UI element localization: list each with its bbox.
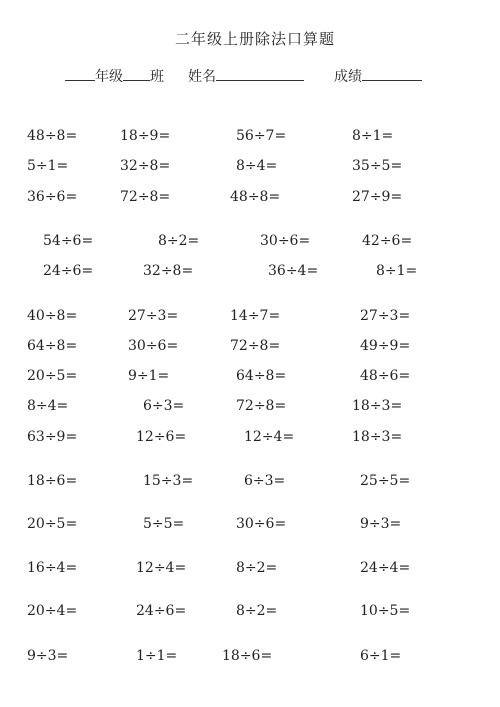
division-problem: 48÷8= [230, 189, 281, 205]
division-problem: 25÷5= [360, 473, 411, 489]
grade-label: 年级 [95, 69, 123, 85]
division-problem: 9÷1= [128, 368, 170, 384]
division-problem: 54÷6= [43, 233, 94, 249]
division-problem: 8÷2= [236, 560, 278, 576]
division-problem: 24÷6= [136, 603, 187, 619]
division-problem: 5÷5= [143, 516, 185, 532]
division-problem: 8÷4= [236, 158, 278, 174]
page-title: 二年级上册除法口算题 [174, 30, 335, 48]
division-problem: 12÷6= [136, 429, 187, 445]
division-problem: 14÷7= [230, 308, 281, 324]
grade-blank[interactable] [65, 66, 95, 85]
score-blank[interactable] [362, 66, 422, 85]
division-problem: 6÷1= [360, 648, 402, 664]
division-problem: 8÷2= [158, 233, 200, 249]
division-problem: 10÷5= [360, 603, 411, 619]
division-problem: 48÷6= [360, 368, 411, 384]
division-problem: 40÷8= [27, 308, 78, 324]
division-problem: 18÷6= [27, 473, 78, 489]
division-problem: 30÷6= [236, 516, 287, 532]
score-label: 成绩 [334, 69, 362, 85]
division-problem: 24÷4= [360, 560, 411, 576]
division-problem: 49÷9= [360, 338, 411, 354]
division-problem: 24÷6= [43, 263, 94, 279]
division-problem: 20÷4= [27, 603, 78, 619]
division-problem: 18÷3= [352, 429, 403, 445]
division-problem: 30÷6= [260, 233, 311, 249]
division-problem: 12÷4= [244, 429, 295, 445]
division-problem: 30÷6= [128, 338, 179, 354]
division-problem: 8÷2= [236, 603, 278, 619]
division-problem: 8÷1= [376, 263, 418, 279]
division-problem: 32÷8= [143, 263, 194, 279]
division-problem: 27÷3= [360, 308, 411, 324]
division-problem: 16÷4= [27, 560, 78, 576]
class-label: 班 [150, 69, 164, 85]
division-problem: 63÷9= [27, 429, 78, 445]
division-problem: 15÷3= [143, 473, 194, 489]
class-blank[interactable] [123, 66, 150, 85]
division-problem: 64÷8= [27, 338, 78, 354]
division-problem: 18÷3= [352, 398, 403, 414]
division-problem: 56÷7= [236, 128, 287, 144]
division-problem: 72÷8= [120, 189, 171, 205]
division-problem: 36÷6= [27, 189, 78, 205]
division-problem: 12÷4= [136, 560, 187, 576]
division-problem: 6÷3= [143, 398, 185, 414]
division-problem: 18÷6= [222, 648, 273, 664]
division-problem: 20÷5= [27, 368, 78, 384]
name-blank[interactable] [216, 66, 304, 85]
division-problem: 18÷9= [120, 128, 171, 144]
division-problem: 27÷9= [352, 189, 403, 205]
division-problem: 64÷8= [236, 368, 287, 384]
division-problem: 5÷1= [27, 158, 69, 174]
division-problem: 9÷3= [360, 516, 402, 532]
division-problem: 72÷8= [236, 398, 287, 414]
name-label: 姓名 [188, 69, 216, 85]
division-problem: 72÷8= [230, 338, 281, 354]
division-problem: 48÷8= [27, 128, 78, 144]
division-problem: 35÷5= [352, 158, 403, 174]
division-problem: 20÷5= [27, 516, 78, 532]
student-info-header [65, 66, 422, 86]
division-problem: 36÷4= [268, 263, 319, 279]
division-problem: 8÷4= [27, 398, 69, 414]
division-problem: 8÷1= [352, 128, 394, 144]
division-problem: 1÷1= [136, 648, 178, 664]
division-problem: 42÷6= [362, 233, 413, 249]
division-problem: 9÷3= [27, 648, 69, 664]
division-problem: 6÷3= [244, 473, 286, 489]
division-problem: 32÷8= [120, 158, 171, 174]
division-problem: 27÷3= [128, 308, 179, 324]
